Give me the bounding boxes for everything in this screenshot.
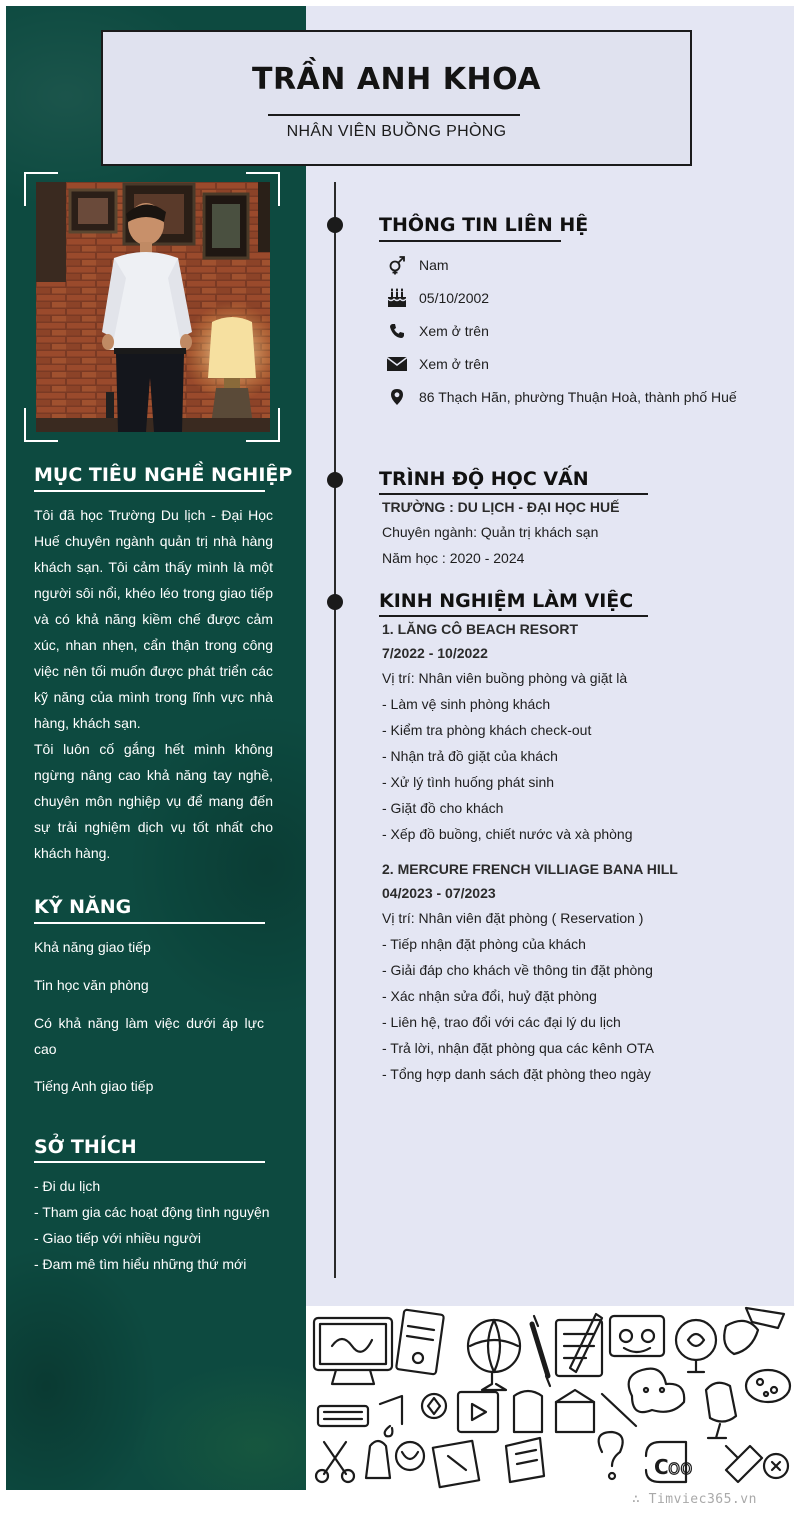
objective-line: và có khả năng kiềm chế được cảm (34, 611, 273, 627)
experience-heading: KINH NGHIỆM LÀM VIỆC (379, 590, 634, 612)
education-years: Năm học : 2020 - 2024 (382, 550, 525, 566)
skill-item: Có khả năng làm việc dưới áp lực cao (34, 1015, 264, 1057)
job-duty: - Nhận trả đồ giặt của khách (382, 748, 558, 764)
objective-text (34, 502, 273, 866)
job-period: 04/2023 - 07/2023 (382, 885, 496, 901)
phone-icon (386, 320, 408, 342)
objective-line: kỹ năng của mình trong lĩnh vực nhà (34, 689, 273, 705)
objective-line: hàng, khách sạn. (34, 715, 141, 731)
svg-text:oo: oo (668, 1455, 693, 1479)
job-duty: - Liên hệ, trao đổi với các đại lý du lịch (382, 1014, 621, 1030)
contact-heading: THÔNG TIN LIÊN HỆ (379, 214, 589, 236)
job-company: 2. MERCURE FRENCH VILLIAGE BANA HILL (382, 861, 678, 877)
education-heading: TRÌNH ĐỘ HỌC VẤN (379, 468, 589, 490)
candidate-name: TRẦN ANH KHOA (252, 62, 541, 97)
job-duty: - Xếp đồ buồng, chiết nước và xà phòng (382, 826, 633, 842)
objective-line: xúc, nhan nhẹn, cẩn thận trong công (34, 637, 273, 653)
objective-underline (34, 490, 265, 492)
job-duty: - Tiếp nhận đặt phòng của khách (382, 936, 586, 952)
skill-item: Khả năng giao tiếp (34, 939, 151, 955)
job-position: Vị trí: Nhân viên đặt phòng ( Reservation ) (382, 910, 644, 926)
doodle-decoration (306, 1306, 794, 1490)
skills-heading: KỸ NĂNG (34, 896, 132, 918)
hobbies-heading: SỞ THÍCH (34, 1136, 137, 1158)
skill-item: Tiếng Anh giao tiếp (34, 1078, 154, 1094)
svg-text:C: C (654, 1455, 669, 1479)
job-title: NHÂN VIÊN BUỒNG PHÒNG (286, 123, 507, 140)
objective-line: người sôi nổi, khéo léo trong giao tiếp (34, 585, 273, 601)
objective-paragraph-2 (34, 736, 273, 866)
job-company: 1. LĂNG CÔ BEACH RESORT (382, 621, 579, 637)
job-duty: - Tổng hợp danh sách đặt phòng theo ngày (382, 1066, 651, 1082)
objective-line: khách sạn. Tôi cảm thấy mình là một (34, 559, 273, 575)
education-major: Chuyên ngành: Quản trị khách sạn (382, 524, 599, 540)
contact-gender (386, 253, 776, 277)
job-duty: - Giặt đồ cho khách (382, 800, 504, 816)
objective-line: ngừng nâng cao khả năng tay nghề, (34, 767, 273, 783)
timeline-dot (327, 594, 343, 610)
title-box (101, 30, 692, 166)
objective-paragraph-1 (34, 502, 273, 736)
skills-underline (34, 922, 265, 924)
job-position: Vị trí: Nhân viên buồng phòng và giặt là (382, 670, 628, 686)
job-duty: - Xử lý tình huống phát sinh (382, 774, 555, 790)
job-duty: - Giải đáp cho khách về thông tin đặt phòng (382, 962, 653, 978)
gender-value: Nam (419, 257, 449, 273)
address-value: 86 Thạch Hãn, phường Thuận Hoà, thành phố Huế (419, 389, 737, 405)
skill-item: Tin học văn phòng (34, 977, 149, 993)
objective-line: khách hàng. (34, 845, 111, 861)
photo-frame (24, 172, 280, 442)
hobby-item: - Giao tiếp với nhiều người (34, 1230, 202, 1246)
hobby-item: - Đam mê tìm hiểu những thứ mới (34, 1256, 247, 1272)
cv-page (6, 6, 794, 1490)
contact-email (386, 352, 776, 376)
objective-heading: MỤC TIÊU NGHỀ NGHIỆP (34, 464, 293, 486)
envelope-icon (386, 353, 408, 375)
contact-address (386, 385, 776, 409)
job-period: 7/2022 - 10/2022 (382, 645, 488, 661)
gender-icon (386, 254, 408, 276)
watermark: ∴ Timviec365.vn (632, 1492, 757, 1507)
timeline-line (334, 182, 336, 1278)
contact-underline (379, 240, 561, 242)
job-duty: - Trả lời, nhận đặt phòng qua các kênh OTA (382, 1040, 654, 1056)
objective-line: sự trải nghiệm dịch vụ tốt nhất cho (34, 819, 273, 835)
contact-phone (386, 319, 776, 343)
timeline-dot (327, 217, 343, 233)
contact-birthday (386, 286, 776, 310)
email-value: Xem ở trên (419, 356, 489, 372)
birthday-value: 05/10/2002 (419, 290, 490, 306)
objective-line: Huế chuyên ngành quản trị nhà hàng (34, 533, 273, 549)
job-duty: - Kiểm tra phòng khách check-out (382, 722, 592, 738)
education-school: TRƯỜNG : DU LỊCH - ĐẠI HỌC HUẾ (382, 499, 620, 515)
objective-line: Tôi luôn cố gắng hết mình không (34, 741, 273, 757)
avatar (36, 182, 270, 432)
hobby-item: - Đi du lịch (34, 1178, 101, 1194)
map-pin-icon (386, 386, 408, 408)
job-duty: - Xác nhận sửa đổi, huỷ đặt phòng (382, 988, 597, 1004)
hobbies-underline (34, 1161, 265, 1163)
job-duty: - Làm vệ sinh phòng khách (382, 696, 551, 712)
hobby-item: - Tham gia các hoạt động tình nguyện (34, 1204, 270, 1220)
timeline-dot (327, 472, 343, 488)
birthday-cake-icon (386, 287, 408, 309)
phone-value: Xem ở trên (419, 323, 489, 339)
name-underline (268, 114, 520, 116)
objective-line: chuyên môn nghiệp vụ để mang đến (34, 793, 273, 809)
objective-line: việc nên tối muốn được phát triển các (34, 663, 273, 679)
objective-line: Tôi đã học Trường Du lịch - Đại Học (34, 507, 273, 523)
